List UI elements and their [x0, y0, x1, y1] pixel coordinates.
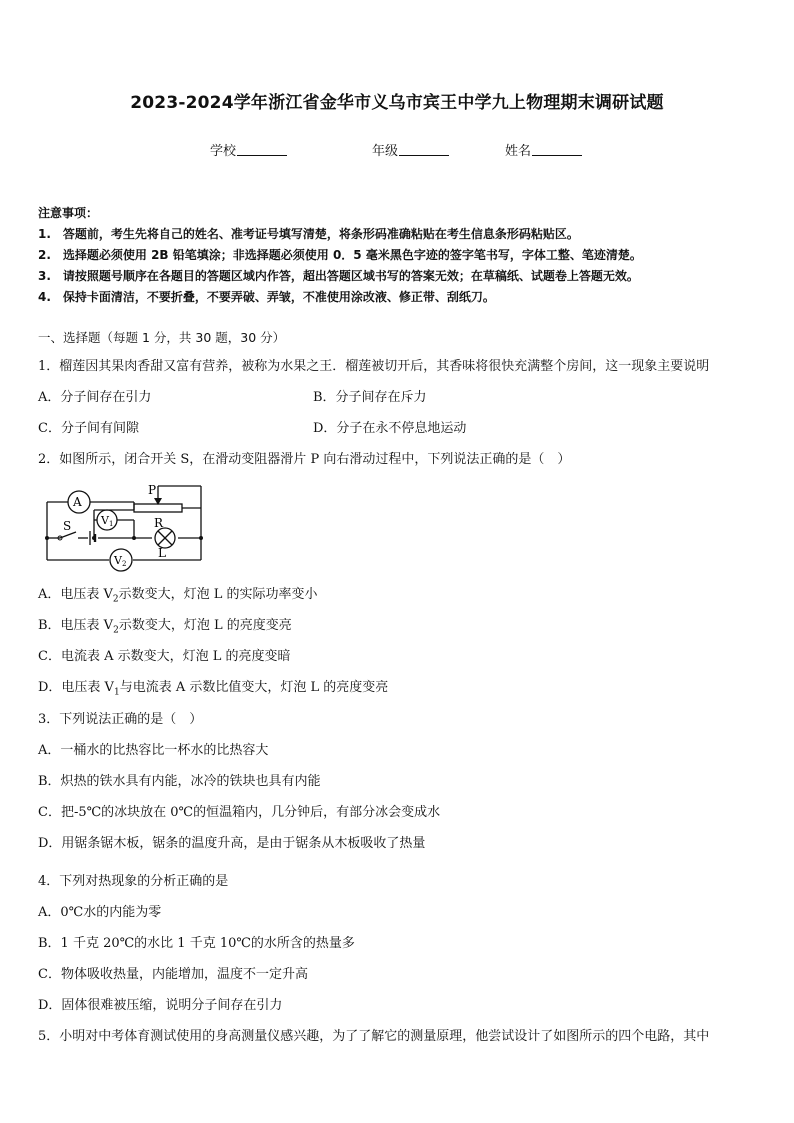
- question-3-option-d: D．用锯条锯木板，锯条的温度升高，是由于锯条从木板吸收了热量: [38, 836, 426, 851]
- slider-label: P: [148, 483, 157, 497]
- question-1-option-b: B．分子间存在斥力: [313, 390, 427, 405]
- question-1-stem: 1．榴莲因其果肉香甜又富有营养，被称为水果之王．榴莲被切开后，其香味将很快充满整个房间，这一现象主要说明: [38, 359, 710, 374]
- grade-field: [372, 140, 449, 159]
- notice-block: [38, 203, 642, 308]
- question-4-option-a: A．0℃水的内能为零: [38, 905, 162, 920]
- question-4-option-c: C．物体吸收热量，内能增加，温度不一定升高: [38, 967, 308, 982]
- question-1-option-a: A．分子间存在引力: [38, 390, 152, 405]
- voltmeter1-label: V1: [101, 514, 114, 528]
- ammeter-label: A: [73, 495, 82, 509]
- notice-heading: 注意事项：: [38, 206, 99, 220]
- question-1-option-c: C．分子间有间隙: [38, 421, 139, 436]
- question-4-option-d: D．固体很难被压缩，说明分子间存在引力: [38, 998, 283, 1013]
- notice-item: 2. 选择题必须使用 2B 铅笔填涂；非选择题必须使用 0．5 毫米黑色字迹的签字笔书写，字体工整、笔迹清楚。: [38, 248, 642, 262]
- question-2-stem: 2．如图所示，闭合开关 S，在滑动变阻器滑片 P 向右滑动过程中，下列说法正确的是（ ）: [38, 452, 571, 467]
- question-5-stem: 5．小明对中考体育测试使用的身高测量仪感兴趣，为了了解它的测量原理，他尝试设计了如图所示的四个电路，其中: [38, 1029, 710, 1044]
- name-label: 姓名: [505, 144, 532, 159]
- question-3-option-b: B．炽热的铁水具有内能，冰冷的铁块也具有内能: [38, 774, 321, 789]
- school-field: [210, 140, 287, 159]
- notice-item: 3. 请按照题号顺序在各题目的答题区域内作答，超出答题区域书写的答案无效；在草稿纸、试题卷上答题无效。: [38, 269, 639, 283]
- grade-label: 年级: [372, 144, 399, 159]
- school-blank[interactable]: [237, 143, 287, 156]
- question-2-option-d: D．电压表 $V_1$与电流表 A 示数比值变大，灯泡 L 的亮度变亮: [38, 680, 389, 698]
- grade-blank[interactable]: [399, 143, 449, 156]
- lamp-label: L: [158, 546, 166, 560]
- voltmeter2-label: V2: [114, 554, 127, 568]
- section-heading: 一、选择题（每题 1 分，共 30 题，30 分）: [38, 330, 286, 345]
- question-2-option-a: A．电压表 $V_2$示数变大，灯泡 L 的实际功率变小: [38, 587, 318, 605]
- question-2-option-b: B．电压表 $V_2$示数变大，灯泡 L 的亮度变亮: [38, 618, 292, 636]
- notice-item: 4. 保持卡面清洁，不要折叠，不要弄破、弄皱，不准使用涂改液、修正带、刮纸刀。: [38, 290, 495, 304]
- question-3-option-a: A．一桶水的比热容比一杯水的比热容大: [38, 743, 269, 758]
- school-label: 学校: [210, 144, 237, 159]
- question-1-option-d: D．分子在永不停息地运动: [313, 421, 467, 436]
- notice-item: 1. 答题前，考生先将自己的姓名、准考证号填写清楚，将条形码准确粘贴在考生信息条形码粘贴区。: [38, 227, 579, 241]
- question-3-option-c: C．把-5℃的冰块放在 0℃的恒温箱内，几分钟后，有部分冰会变成水: [38, 805, 441, 820]
- circuit-diagram: [38, 480, 208, 572]
- question-2-option-c: C．电流表 A 示数变大，灯泡 L 的亮度变暗: [38, 649, 291, 664]
- exam-title: 2023-2024学年浙江省金华市义乌市宾王中学九上物理期末调研试题: [130, 93, 664, 113]
- rheostat-label: R: [154, 516, 164, 530]
- switch-label: S: [63, 519, 72, 533]
- question-4-stem: 4．下列对热现象的分析正确的是: [38, 874, 229, 889]
- name-blank[interactable]: [532, 143, 582, 156]
- name-field: [505, 140, 582, 159]
- question-4-option-b: B．1 千克 20℃的水比 1 千克 10℃的水所含的热量多: [38, 936, 355, 951]
- question-3-stem: 3．下列说法正确的是（ ）: [38, 712, 203, 727]
